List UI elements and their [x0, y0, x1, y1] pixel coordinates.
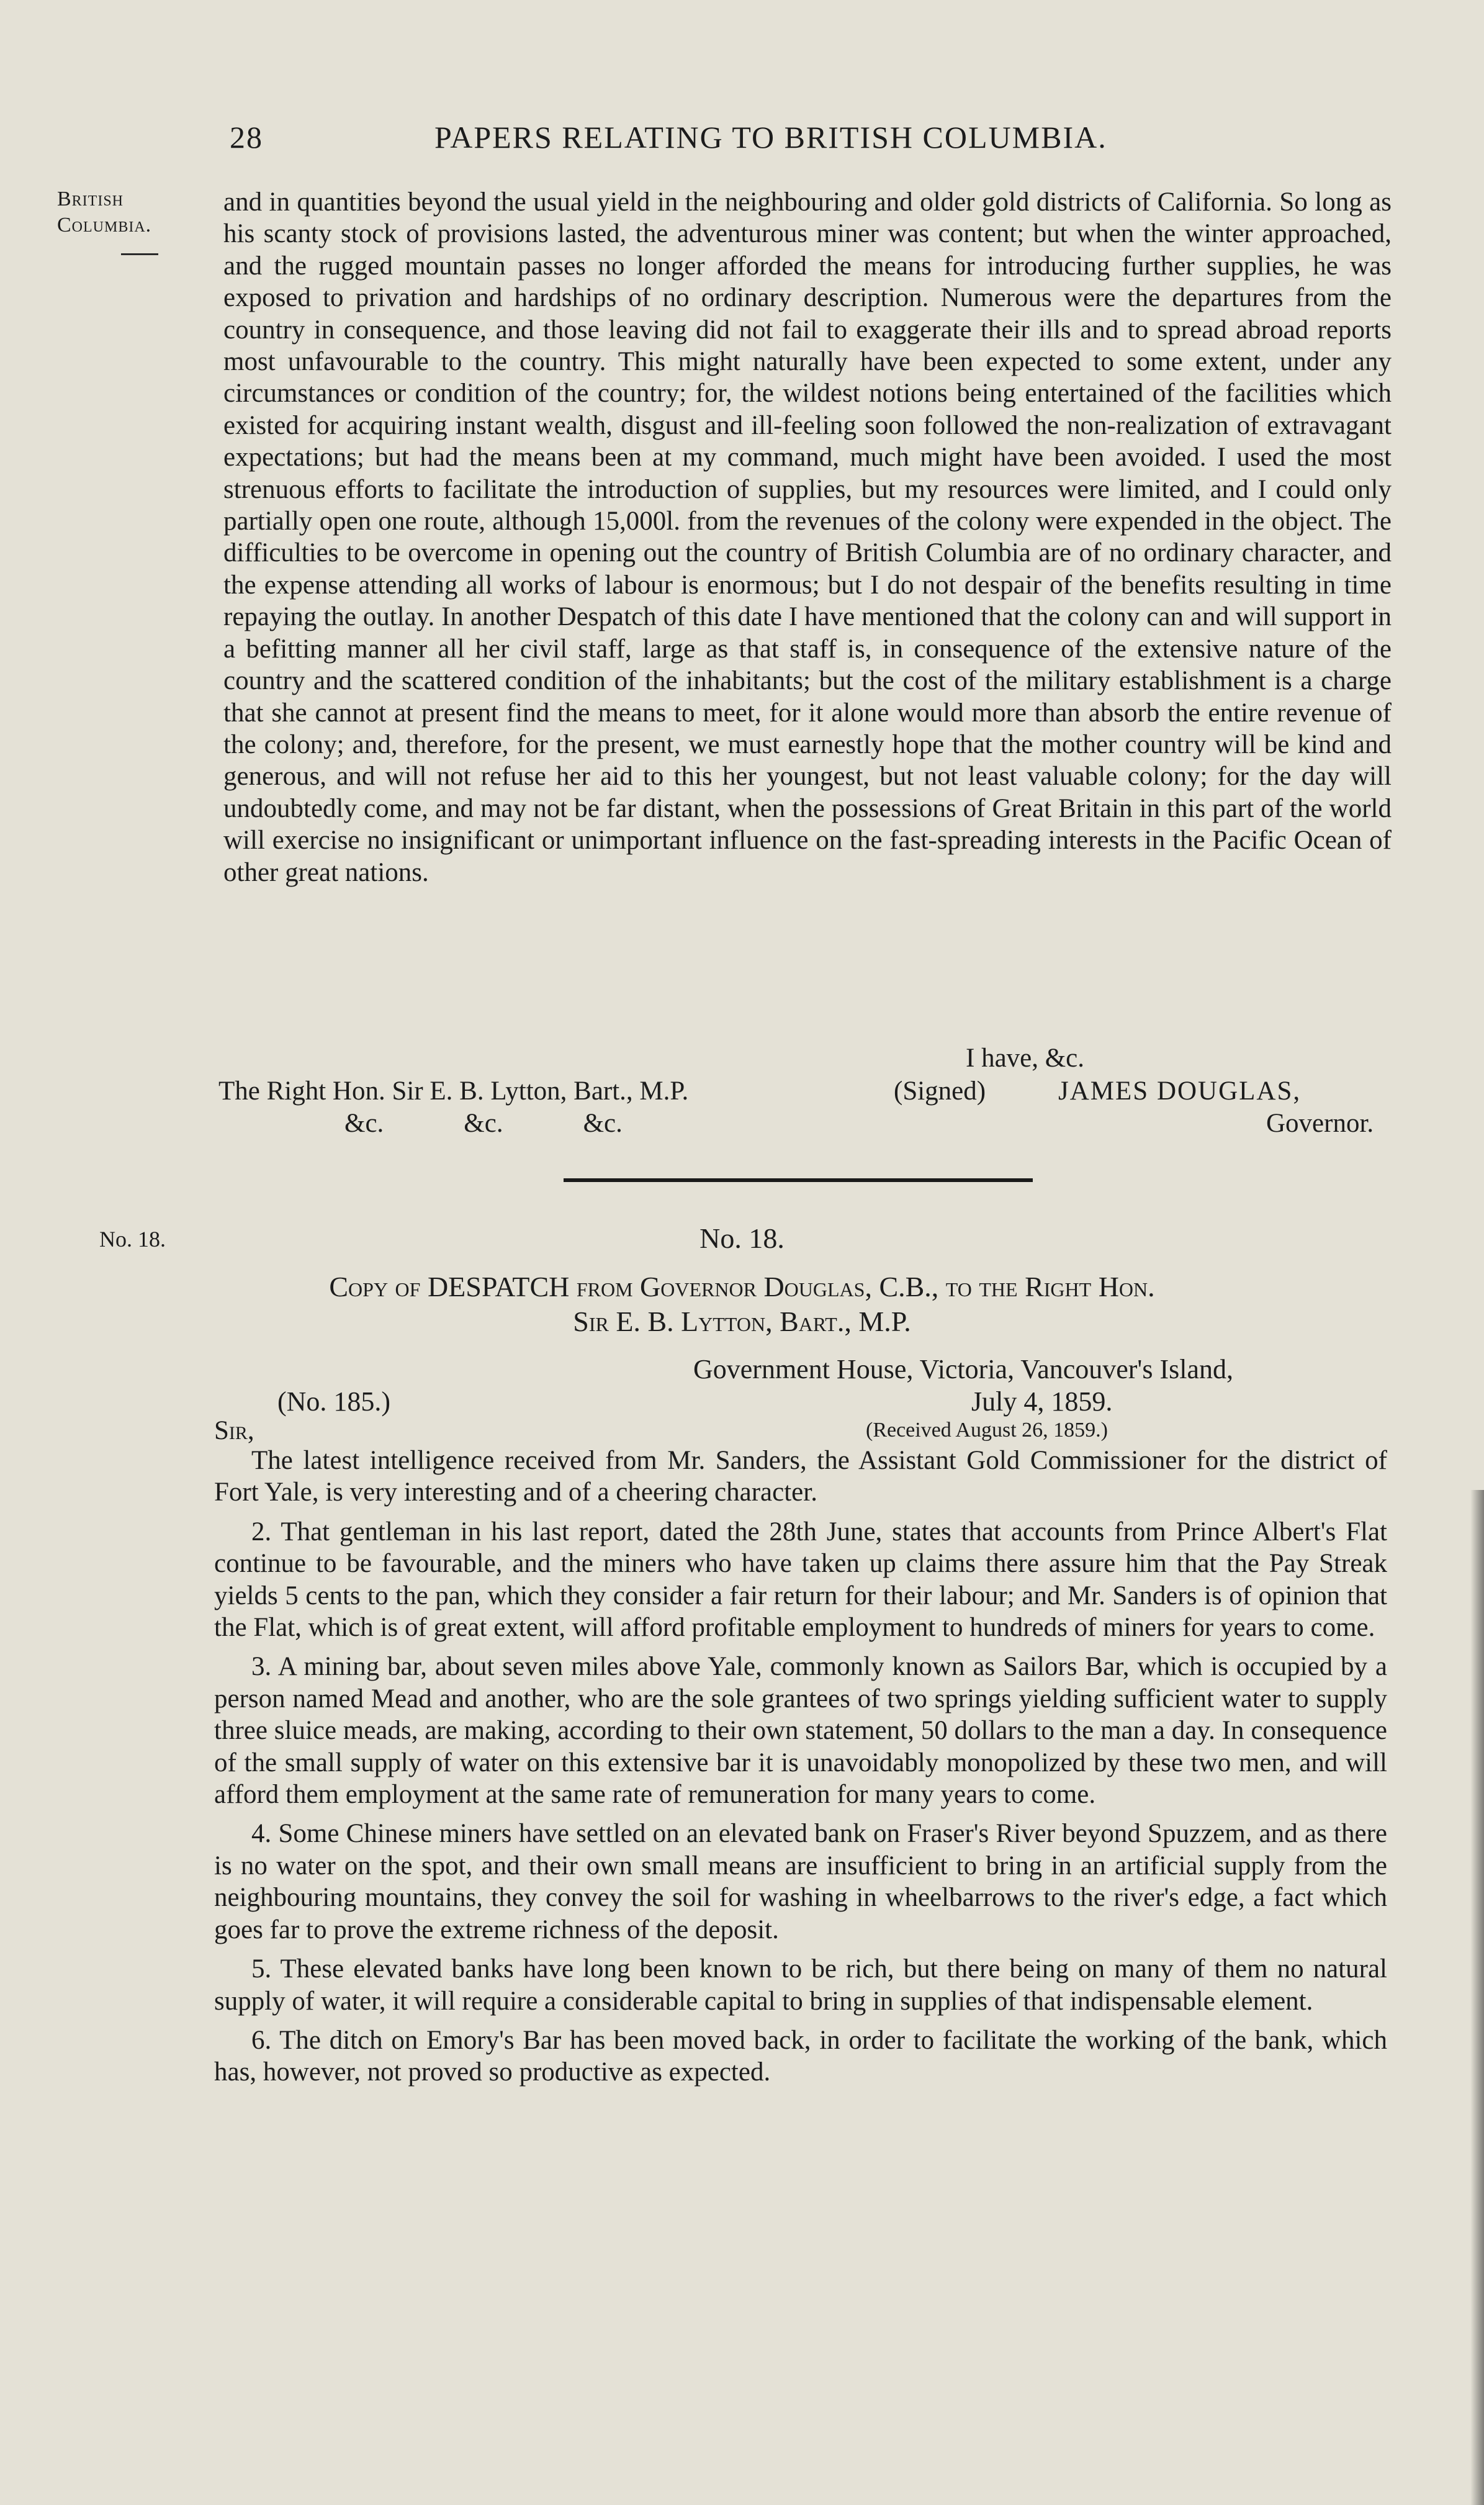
signed-label: (Signed): [894, 1076, 986, 1106]
despatch-number-heading: No. 18.: [699, 1222, 785, 1254]
margin-note-line2: Columbia.: [57, 214, 152, 237]
margin-rule: [121, 253, 158, 255]
margin-note: [57, 186, 151, 238]
top-text-block: [223, 186, 1392, 888]
margin-number: No. 18.: [99, 1227, 166, 1252]
page-number: 28: [230, 120, 263, 155]
closing: I have, &c.: [966, 1044, 1085, 1073]
place: Government House, Victoria, Vancouver's Island,: [693, 1354, 1234, 1384]
paragraph-6: 6. The ditch on Emory's Bar has been moved back, in order to facilitate the working of the bank, which has, however, not proved so productive as expected.: [214, 2025, 1387, 2087]
paragraph-2: 2. That gentleman in his last report, dated the 28th June, states that accounts from Prince Albert's Flat continue to be favourable, and the miners who have taken up claims there assure him that the Pay Streak yields 5 cents to the pan, which they consider a fair return for their labour; and Mr. Sanders is of opinion that the Flat, which is of great extent, will afford profitable employment to hundreds of miners for years to come.: [214, 1517, 1387, 1643]
paragraph-3: 3. A mining bar, about seven miles above Yale, commonly known as Sailors Bar, which is occupied by a person named Mead and another, who are the sole grantees of two springs yielding sufficient water to supply three sluice meads, are making, according to their own statement, 50 dollars to the man a day. In consequence of the small supply of water on this extensive bar it is unavoidably monopolized by these two men, and will afford them employment at the same rate of remuneration for many years to come.: [214, 1652, 1387, 1810]
received-date: (Received August 26, 1859.): [866, 1419, 1108, 1442]
paragraph-4: 4. Some Chinese miners have settled on an elevated bank on Fraser's River beyond Spuzzem, and as there is no water on the spot, and their own small means are insufficient to bring in an artificial supply from the neighbouring mountains, they convey the soil for washing in wheelbarrows to the river's edge, a fact which goes far to prove the extreme richness of the deposit.: [214, 1819, 1387, 1944]
signer-name: JAMES DOUGLAS,: [1058, 1076, 1302, 1106]
despatch-body: [214, 1445, 1387, 2088]
etc-line: &c. &c. &c.: [344, 1109, 623, 1138]
paragraph-1: The latest intelligence received from Mr. Sanders, the Assistant Gold Commissioner for the district of Fort Yale, is very interesting and of a cheering character.: [214, 1446, 1387, 1507]
despatch-heading-line2: Sir E. B. Lytton, Bart., M.P.: [573, 1306, 911, 1337]
continued-paragraph: and in quantities beyond the usual yield in the neighbouring and older gold districts of California. So long as his scanty stock of provisions lasted, the adventurous miner was content; but when the winter approached, and the rugged mountain passes no longer afforded the means for introducing further supplies, he was exposed to privation and hardships of no ordinary description. Numerous were the departures from the country in consequence, and those leaving did not fail to exaggerate their ills and to spread abroad reports most unfavourable to the country. This might naturally have been expected to some extent, under any circumstances or condition of the country; for, the wildest notions being entertained of the facilities which existed for acquiring instant wealth, disgust and ill-feeling soon followed the non-realization of extravagant expectations; but had the means been at my command, much might have been avoided. I used the most strenuous efforts to facilitate the introduction of supplies, but my resources were limited, and I could only partially open one route, although 15,000l. from the revenues of the colony were expended in the object. The difficulties to be overcome in opening out the country of British Columbia are of no ordinary character, and the expense attending all works of labour is enormous; but I do not despair of the benefits resulting in time repaying the outlay. In another Despatch of this date I have mentioned that the colony can and will support in a befitting manner all her civil staff, large as that staff is, in consequence of the extensive nature of the country and the scattered condition of the inhabitants; but the cost of the military establishment is a charge that she cannot at present find the means to meet, for it alone would more than absorb the entire revenue of the colony; and, therefore, for the present, we must earnestly hope that the mother country will be kind and generous, and will not refuse her aid to this her youngest, but not least valuable colony; for the day will undoubtedly come, and may not be far distant, when the possessions of Great Britain in this part of the world will exercise no insignificant or unimportant influence on the fast-spreading interests in the Pacific Ocean of other great nations.: [223, 187, 1392, 887]
running-title: PAPERS RELATING TO BRITISH COLUMBIA.: [434, 120, 1107, 155]
despatch-heading-line1: Copy of DESPATCH from Governor Douglas, C.B., to the Right Hon.: [329, 1271, 1155, 1302]
section-rule: [564, 1178, 1033, 1182]
page-edge-shadow: [1470, 1490, 1484, 2505]
salutation: Sir,: [214, 1416, 254, 1445]
addressee: The Right Hon. Sir E. B. Lytton, Bart., M.P.: [218, 1076, 689, 1106]
despatch-number: (No. 185.): [277, 1386, 391, 1417]
margin-note-line1: British: [57, 187, 124, 210]
governor-title: Governor.: [1266, 1109, 1374, 1138]
despatch-date: July 4, 1859.: [971, 1386, 1113, 1417]
paragraph-5: 5. These elevated banks have long been known to be rich, but there being on many of them no natural supply of water, it will require a considerable capital to bring in supplies of that indispensable element.: [214, 1954, 1387, 2016]
